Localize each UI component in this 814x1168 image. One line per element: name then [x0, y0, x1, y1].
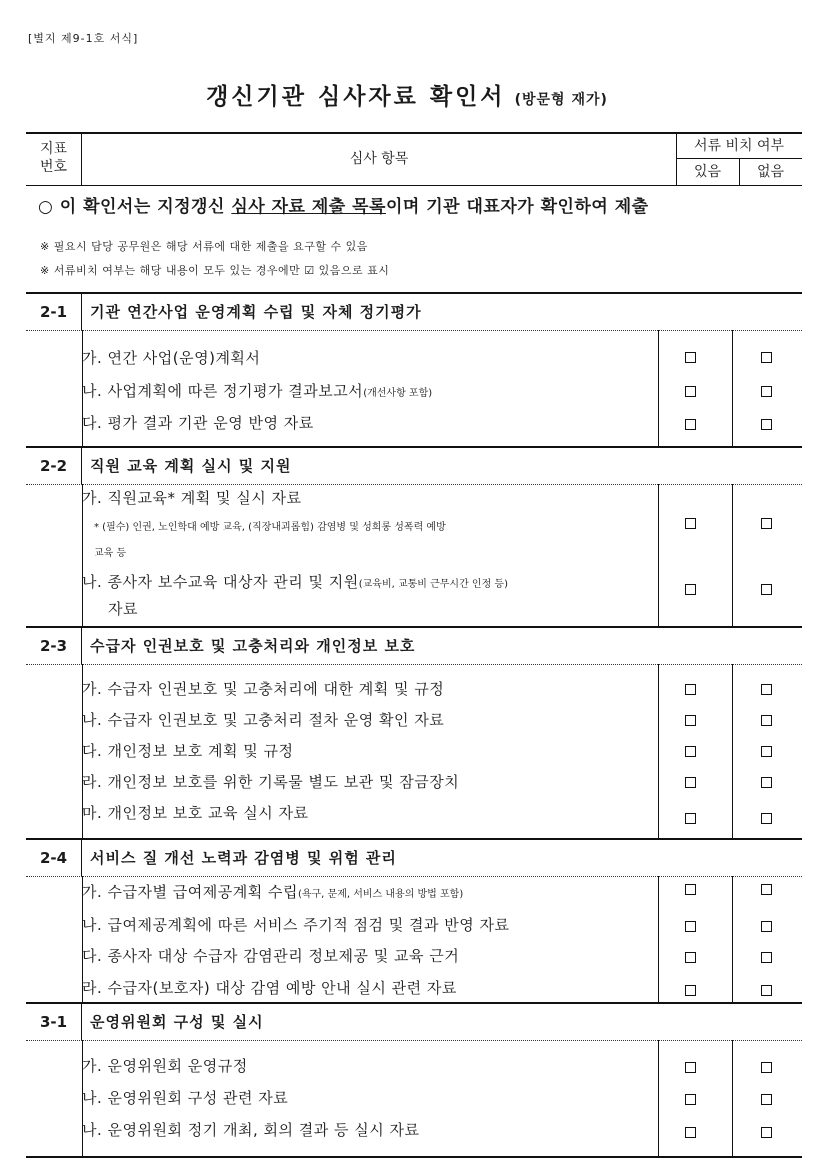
header-col-item: 심사 항목 [82, 134, 677, 185]
section-title: 수급자 인권보호 및 고충처리와 개인정보 보호 [90, 637, 416, 655]
checkbox-no[interactable] [761, 813, 772, 824]
list-item: 마. 개인정보 보호 교육 실시 자료 [82, 804, 309, 822]
list-item: 가. 연간 사업(운영)계획서 [82, 349, 261, 367]
header-col-number: 지표 번호 [26, 134, 82, 185]
checkbox-yes[interactable] [685, 813, 696, 824]
checkbox-no[interactable] [761, 684, 772, 695]
list-item: 가. 운영위원회 운영규정 [82, 1057, 248, 1075]
section-header [26, 626, 802, 665]
checkbox-yes[interactable] [685, 1127, 696, 1138]
list-item: 나. 종사자 보수교육 대상자 관리 및 지원(교육비, 교통비 근무시간 인정 등) [82, 573, 508, 591]
checkbox-no[interactable] [761, 352, 772, 363]
list-item: 다. 종사자 대상 수급자 감염관리 정보제공 및 교육 근거 [82, 947, 460, 965]
list-item-cont: 자료 [108, 600, 138, 618]
table-header [26, 132, 802, 186]
checkbox-yes[interactable] [685, 715, 696, 726]
list-item: 다. 평가 결과 기관 운영 반영 자료 [82, 414, 314, 432]
footnote: * (필수) 인권, 노인학대 예방 교육, (직장내괴롭힘) 감염병 및 성희롱 성폭력 예방 [94, 522, 446, 533]
checkbox-yes[interactable] [685, 419, 696, 430]
section-title: 운영위원회 구성 및 실시 [90, 1013, 264, 1031]
note-underlined: 심사 자료 제출 목록 [231, 197, 386, 217]
checkbox-yes[interactable] [685, 746, 696, 757]
section-number: 2-4 [26, 840, 82, 876]
checkbox-no[interactable] [761, 921, 772, 932]
section-header [26, 446, 802, 485]
note-prefix: ○ 이 확인서는 지정갱신 [38, 197, 232, 217]
header-table [26, 132, 802, 186]
checkbox-yes[interactable] [685, 1062, 696, 1073]
checkbox-no[interactable] [761, 419, 772, 430]
checkbox-yes[interactable] [685, 884, 696, 895]
section-header [26, 1002, 802, 1041]
checkbox-no[interactable] [761, 746, 772, 757]
header-col-retained [676, 134, 802, 185]
checkbox-no[interactable] [761, 518, 772, 529]
list-item: 나. 사업계획에 따른 정기평가 결과보고서(개선사항 포함) [82, 382, 433, 400]
list-item: 나. 수급자 인권보호 및 고충처리 절차 운영 확인 자료 [82, 711, 445, 729]
title-main: 갱신기관 심사자료 확인서 [206, 84, 506, 110]
title-suffix: (방문형 재가) [514, 92, 608, 108]
section-number: 2-1 [26, 294, 82, 330]
checkbox-no[interactable] [761, 584, 772, 595]
checkbox-yes[interactable] [685, 352, 696, 363]
checkbox-no[interactable] [761, 777, 772, 788]
bottom-rule [26, 1156, 802, 1158]
header-no: 없음 [756, 164, 785, 180]
checkbox-yes[interactable] [685, 684, 696, 695]
section-header [26, 292, 802, 331]
section-title: 직원 교육 계획 실시 및 지원 [90, 457, 292, 475]
list-item: 라. 개인정보 보호를 위한 기록물 별도 보관 및 잠금장치 [82, 773, 460, 791]
form-id: [별지 제9-1호 서식] [28, 32, 139, 45]
section-title: 기관 연간사업 운영계획 수립 및 자체 정기평가 [90, 303, 422, 321]
checkbox-no[interactable] [761, 1094, 772, 1105]
document-title [0, 78, 814, 111]
section-title: 서비스 질 개선 노력과 감염병 및 위험 관리 [90, 849, 397, 867]
list-item: 나. 운영위원회 정기 개최, 회의 결과 등 실시 자료 [82, 1121, 420, 1139]
checkbox-no[interactable] [761, 1127, 772, 1138]
section-number: 3-1 [26, 1004, 82, 1040]
footnote: 교육 등 [94, 548, 127, 559]
checkbox-no[interactable] [761, 386, 772, 397]
checkbox-no[interactable] [761, 1062, 772, 1073]
checkbox-yes[interactable] [685, 952, 696, 963]
checkbox-yes[interactable] [685, 1094, 696, 1105]
checkbox-no[interactable] [761, 715, 772, 726]
checkbox-yes[interactable] [685, 518, 696, 529]
header-yes: 있음 [676, 159, 740, 185]
checkbox-no[interactable] [761, 952, 772, 963]
list-item: 나. 급여제공계획에 따른 서비스 주기적 점검 및 결과 반영 자료 [82, 916, 510, 934]
list-item: 라. 수급자(보호자) 대상 감염 예방 안내 실시 관련 자료 [82, 979, 457, 997]
note-sub-1: ※ 필요시 담당 공무원은 해당 서류에 대한 제출을 요구할 수 있음 [40, 240, 368, 253]
list-item: 가. 수급자 인권보호 및 고충처리에 대한 계획 및 규정 [82, 680, 445, 698]
checkbox-yes[interactable] [685, 777, 696, 788]
list-item: 가. 수급자별 급여제공계획 수립(욕구, 문제, 서비스 내용의 방법 포함) [82, 883, 464, 901]
checkbox-yes[interactable] [685, 386, 696, 397]
note-sub-2: ※ 서류비치 여부는 해당 내용이 모두 있는 경우에만 ☑ 있음으로 표시 [40, 264, 390, 277]
list-item: 가. 직원교육* 계획 및 실시 자료 [82, 489, 302, 507]
checkbox-no[interactable] [761, 985, 772, 996]
section-header [26, 838, 802, 877]
list-item: 다. 개인정보 보호 계획 및 규정 [82, 742, 294, 760]
checkbox-yes[interactable] [685, 921, 696, 932]
section-number: 2-3 [26, 628, 82, 664]
checkbox-yes[interactable] [685, 985, 696, 996]
checkbox-yes[interactable] [685, 584, 696, 595]
note-suffix: 이며 기관 대표자가 확인하여 제출 [385, 197, 649, 217]
note-main [38, 192, 649, 217]
checkbox-no[interactable] [761, 884, 772, 895]
section-number: 2-2 [26, 448, 82, 484]
header-retained-title: 서류 비치 여부 [676, 134, 802, 159]
list-item: 나. 운영위원회 구성 관련 자료 [82, 1089, 289, 1107]
